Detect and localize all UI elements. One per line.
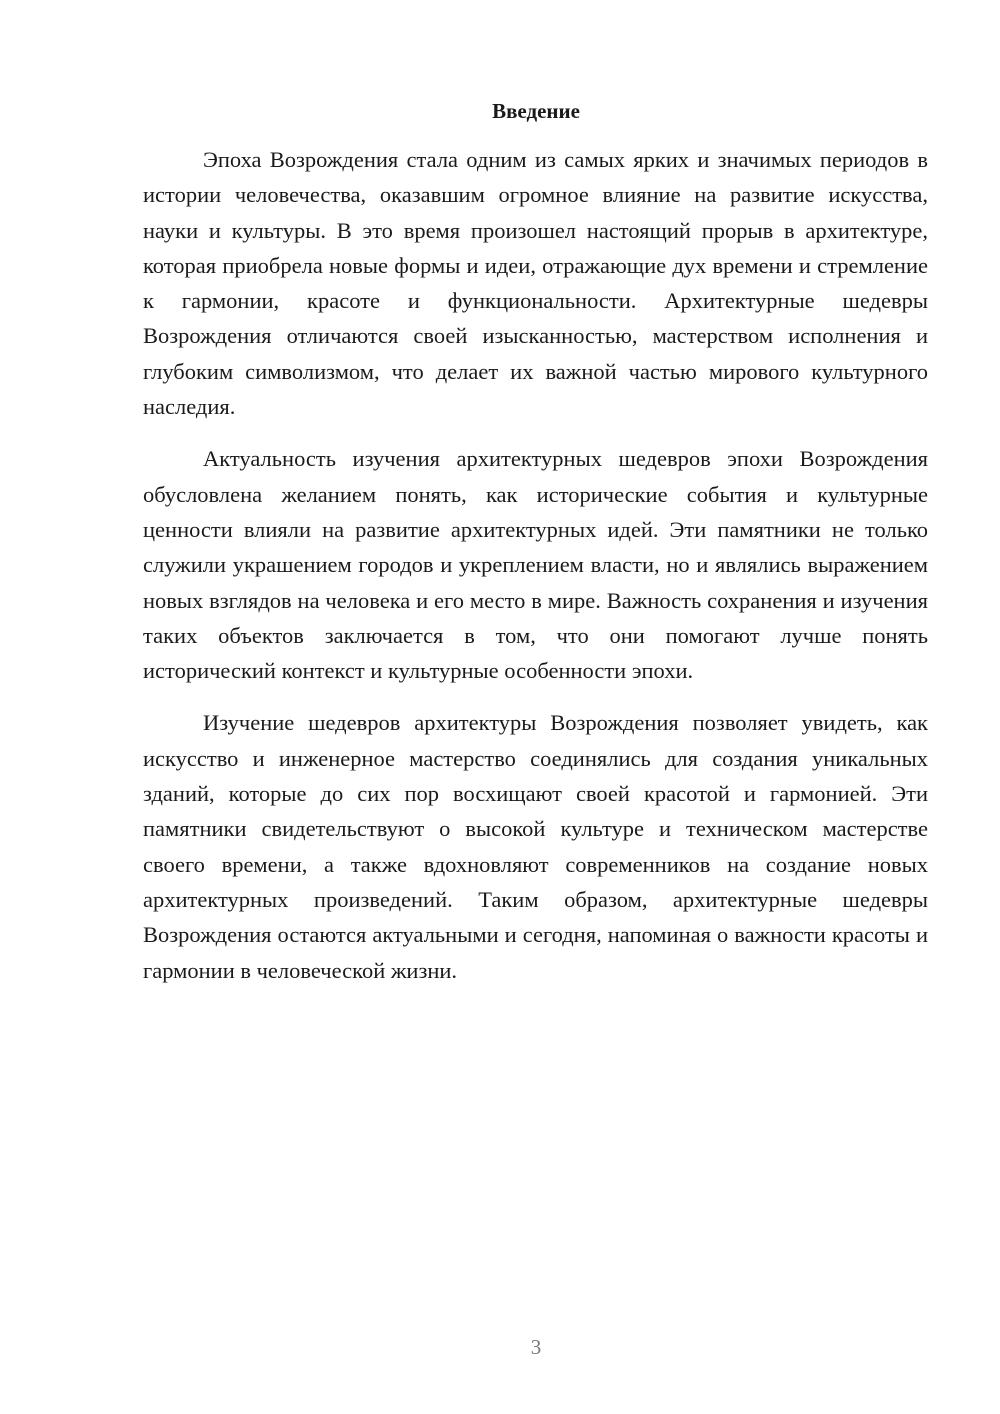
- page-number: 3: [530, 1335, 542, 1359]
- paragraph-study: Изучение шедевров архитектуры Возрождения позволяет увидеть, как искусство и инженерное мастерство соединялись для создания уникальных зданий, которые до сих пор восхищают своей красотой и гармонией. Эти памятники свидетельствуют о высокой культуре и техническом мастерстве своего времени, а также вдохновляют современников на создание новых архитектурных произведений. Таким образом, архитектурные шедевры Возрождения остаются актуальными и сегодня, напоминая о важности красоты и гармонии в человеческой жизни.: [143, 710, 928, 983]
- paragraph-relevance: Актуальность изучения архитектурных шедевров эпохи Возрождения обусловлена желанием понять, как исторические события и культурные ценности влияли на развитие архитектурных идей. Эти памятники не только служили украшением городов и укреплением власти, но и являлись выражением новых взглядов на человека и его место в мире. Важность сохранения и изучения таких объектов заключается в том, что они помогают лучше понять исторический контекст и культурные особенности эпохи.: [143, 446, 928, 684]
- body-text: [143, 142, 928, 1005]
- paragraph-introduction: Эпоха Возрождения стала одним из самых ярких и значимых периодов в истории человечества, оказавшим огромное влияние на развитие искусства, науки и культуры. В это время произошел настоящий прорыв в архитектуре, которая приобрела новые формы и идеи, отражающие дух времени и стремление к гармонии, красоте и функциональности. Архитектурные шедевры Возрождения отличаются своей изысканностью, мастерством исполнения и глубоким символизмом, что делает их важной частью мирового культурного наследия.: [143, 147, 928, 420]
- section-title: Введение: [492, 99, 580, 123]
